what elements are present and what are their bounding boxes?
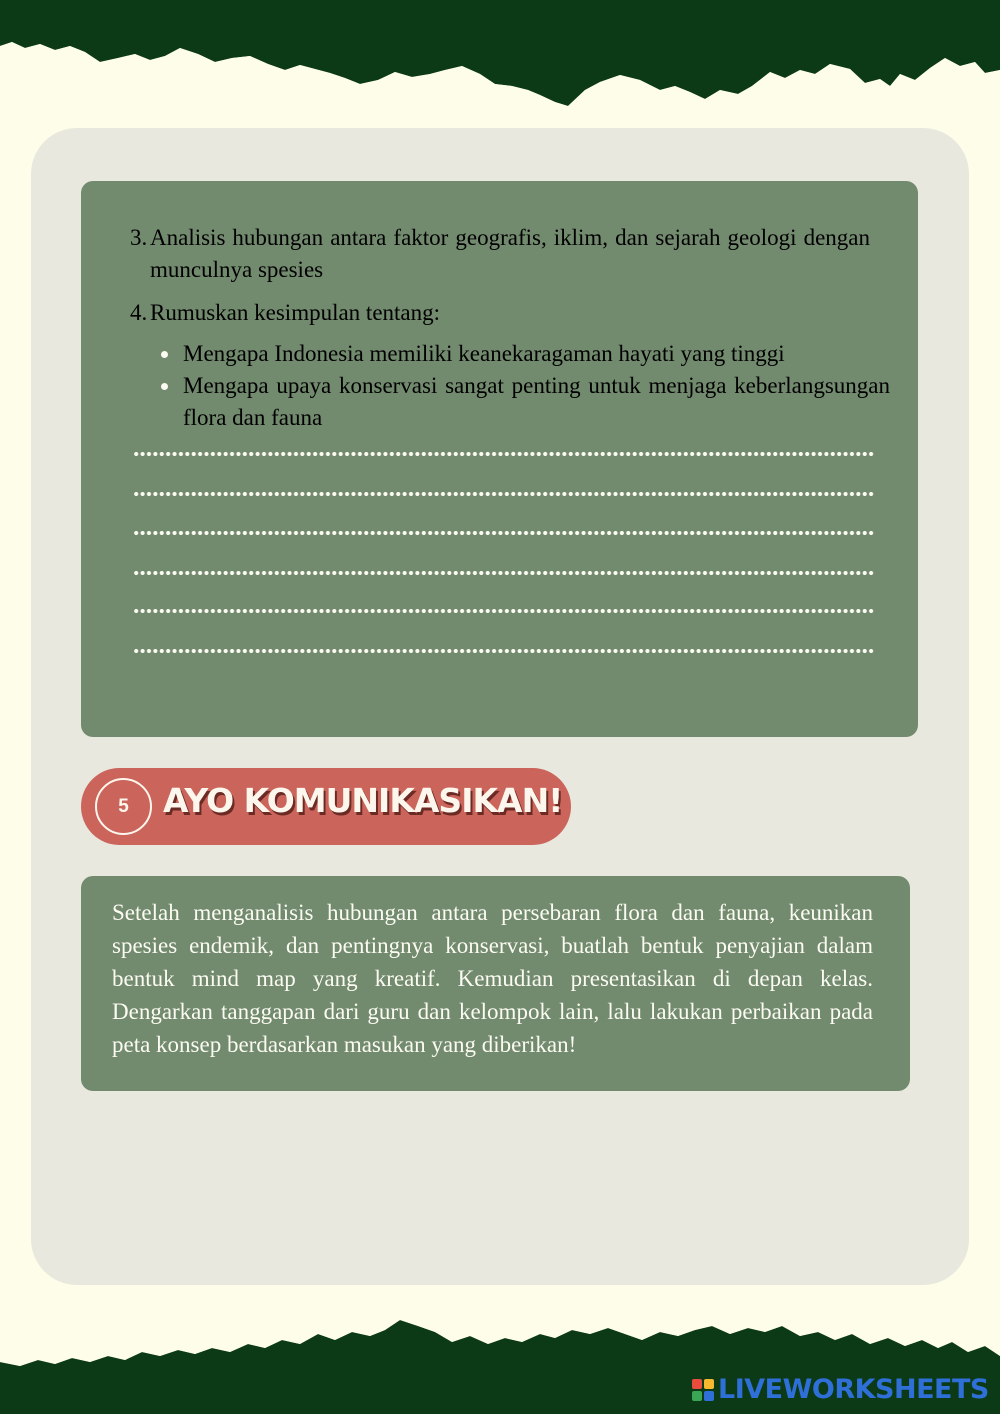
answer-line[interactable] [133,531,875,535]
answer-line[interactable] [133,492,875,496]
question-number: 4. [130,300,148,325]
list-item: Mengapa upaya konservasi sangat penting untuk menjaga keberlangsungan flora dan fauna [160,370,890,434]
question-number: 3. [130,225,148,250]
section-header-pill [81,768,571,845]
question-item-3 [130,222,870,286]
section-title: AYO KOMUNIKASIKAN! [163,781,563,820]
brand-name: LIVEWORKSHEETS [718,1374,989,1405]
section-number-badge: 5 [95,778,152,835]
answer-line[interactable] [133,571,875,575]
conclusion-bullet-list [160,338,890,434]
answer-line[interactable] [133,649,875,653]
list-item: Mengapa Indonesia memiliki keanekaragaman hayati yang tinggi [160,338,890,370]
instruction-paragraph: Setelah menganalisis hubungan antara persebaran flora dan fauna, keunikan spesies endemik, dan pentingnya konservasi, buatlah bentuk penyajian dalam bentuk mind map yang kreatif. Kemudian presentasikan di depan kelas. Dengarkan tanggapan dari guru dan kelompok lain, lalu lakukan perbaikan pada peta konsep berdasarkan masukan yang diberikan! [112,900,873,1057]
question-text: Analisis hubungan antara faktor geografis, iklim, dan sejarah geologi dengan munculnya spesies [150,225,870,282]
answer-line[interactable] [133,452,875,456]
torn-paper-top-decoration [0,0,1000,120]
question-item-4 [130,297,870,329]
answer-line[interactable] [133,609,875,613]
liveworksheets-brand[interactable] [692,1374,989,1405]
liveworksheets-logo-icon [692,1379,714,1401]
question-text: Rumuskan kesimpulan tentang: [150,300,441,325]
